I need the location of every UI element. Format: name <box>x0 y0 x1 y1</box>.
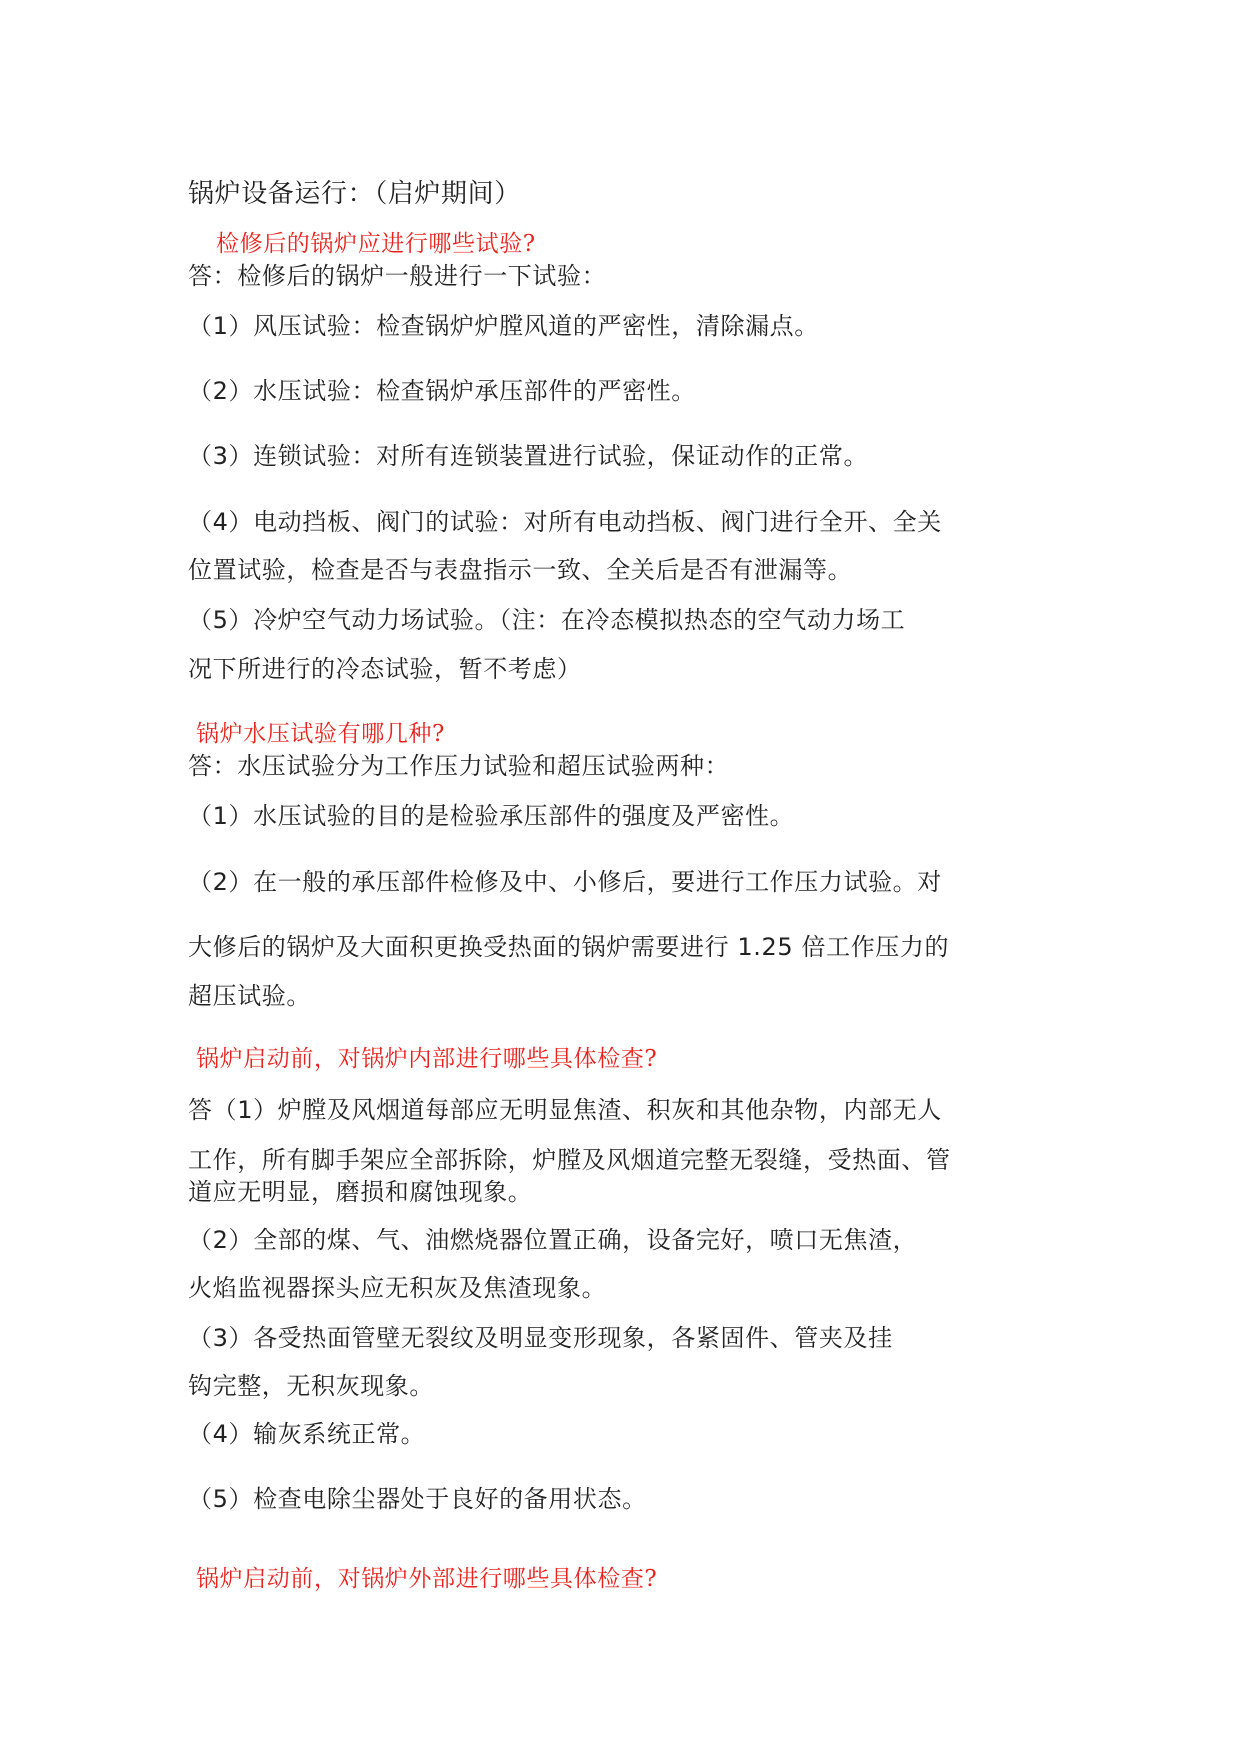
answer-line: （1）水压试验的目的是检验承压部件的强度及严密性。 <box>188 802 795 830</box>
answer-line: 答：检修后的锅炉一般进行一下试验： <box>188 262 607 290</box>
answer-line: 答（1）炉膛及风烟道每部应无明显焦渣、积灰和其他杂物，内部无人 <box>188 1096 942 1124</box>
question-heading: 检修后的锅炉应进行哪些试验? <box>216 231 536 257</box>
answer-line: （5）检查电除尘器处于良好的备用状态。 <box>188 1485 647 1513</box>
answer-line: （4）电动挡板、阀门的试验：对所有电动挡板、阀门进行全开、全关 <box>188 508 942 536</box>
question-heading: 锅炉启动前，对锅炉外部进行哪些具体检查? <box>196 1566 658 1592</box>
answer-line: 答：水压试验分为工作压力试验和超压试验两种： <box>188 752 730 780</box>
answer-line: （2）水压试验：检查锅炉承压部件的严密性。 <box>188 377 696 405</box>
answer-line: 钩完整，无积灰现象。 <box>188 1372 434 1400</box>
answer-line: 工作，所有脚手架应全部拆除，炉膛及风烟道完整无裂缝，受热面、管 <box>188 1146 951 1174</box>
answer-line: 大修后的锅炉及大面积更换受热面的锅炉需要进行 1.25 倍工作压力的 <box>188 933 950 961</box>
document-title: 锅炉设备运行：（启炉期间） <box>188 179 521 209</box>
answer-line: （2）全部的煤、气、油燃烧器位置正确，设备完好，喷口无焦渣， <box>188 1226 918 1254</box>
answer-line: （3）连锁试验：对所有连锁装置进行试验，保证动作的正常。 <box>188 442 869 470</box>
answer-line: （1）风压试验：检查锅炉炉膛风道的严密性，清除漏点。 <box>188 312 819 340</box>
question-heading: 锅炉启动前，对锅炉内部进行哪些具体检查? <box>196 1046 658 1072</box>
answer-line: （2）在一般的承压部件检修及中、小修后，要进行工作压力试验。对 <box>188 868 942 896</box>
answer-line: （3）各受热面管壁无裂纹及明显变形现象，各紧固件、管夹及挂 <box>188 1324 893 1352</box>
answer-line: 位置试验，检查是否与表盘指示一致、全关后是否有泄漏等。 <box>188 556 853 584</box>
answer-line: 超压试验。 <box>188 982 311 1010</box>
answer-line: （5）冷炉空气动力场试验。（注：在冷态模拟热态的空气动力场工 <box>188 606 906 634</box>
answer-line: 火焰监视器探头应无积灰及焦渣现象。 <box>188 1274 607 1302</box>
answer-line: （4）输灰系统正常。 <box>188 1420 426 1448</box>
answer-line: 道应无明显，磨损和腐蚀现象。 <box>188 1178 533 1206</box>
question-heading: 锅炉水压试验有哪几种? <box>196 721 445 747</box>
answer-line: 况下所进行的冷态试验，暂不考虑） <box>188 655 582 683</box>
